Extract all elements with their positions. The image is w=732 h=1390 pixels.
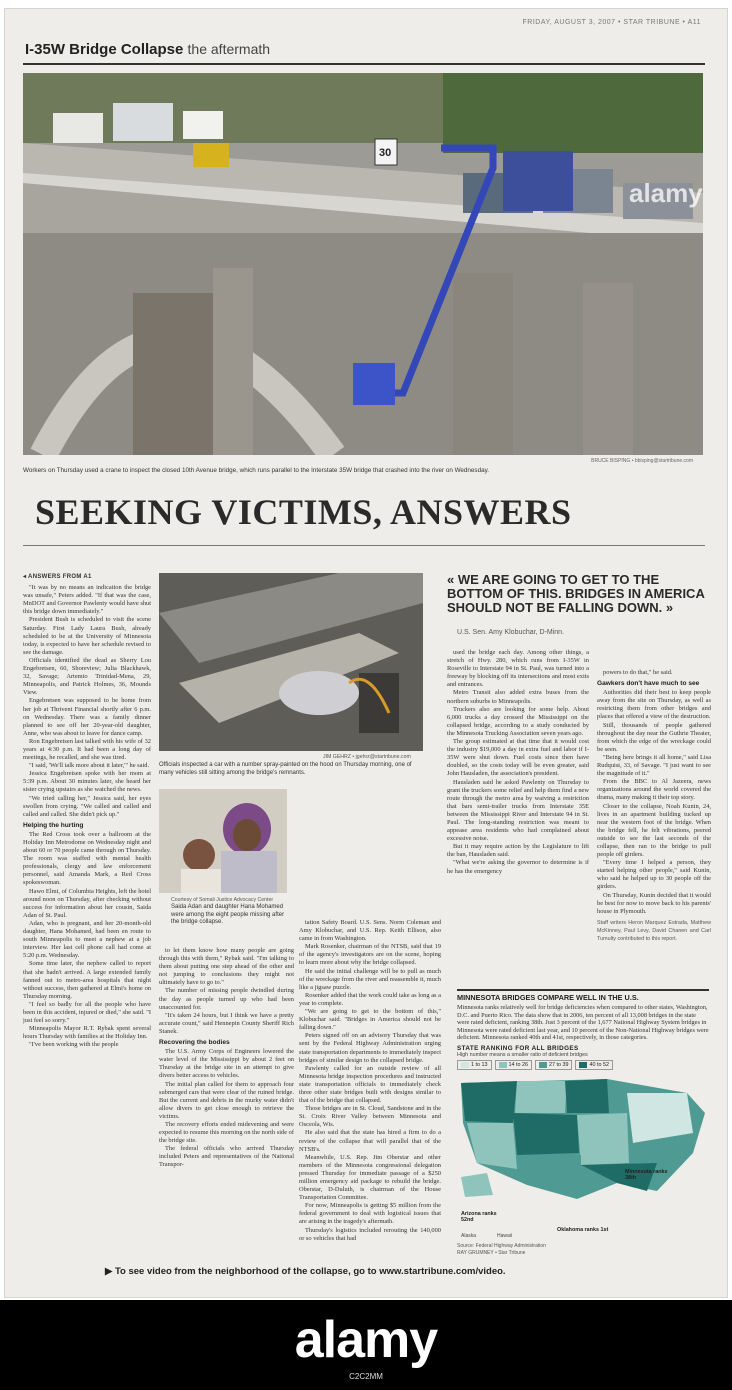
paragraph: "What we're asking the governor to determine is if he has the emergency (447, 859, 589, 875)
legend-item (535, 1060, 572, 1070)
wreckage-caption: Officials inspected a car with a number spray-painted on the hood on Thursday morning, one of many vehicles still sitting among the bridge's remnants. (159, 762, 412, 776)
legend-item (457, 1060, 492, 1070)
map-subnote: High number means a smaller ratio of deficient bridges (457, 1051, 588, 1058)
paragraph: Ron Engebretsen last talked with his wife of 32 years at 4:30 p.m. It had been a long day of meetings, he recalled, and she was tired. (23, 737, 151, 762)
wreckage-photo-art (159, 573, 423, 751)
paragraph: "It's taken 24 hours, but I think we have a pretty accurate count," said Hennepin County Sheriff Rich Stanek. (159, 1011, 294, 1035)
paragraph: The federal officials who arrived Thursday included Peters and representatives of the National Transpor- (159, 1145, 294, 1169)
section-kicker (25, 41, 270, 58)
paragraph: The group estimated at that time that it would cost the industry $19,000 a day in extra fuel and labor if I-35W were shut down. Fuel costs since then have doubled, so the costs today will be even greater, said John Hausladen, the association's president. (447, 738, 589, 778)
paragraph: "Being here brings it all home," said Lisa Rudquist, 33, of Savage. "I just want to see the magnitude of it." (597, 753, 711, 778)
paragraph: "We tried calling her," Jessica said, her eyes swollen from crying. "We called and called and called and called. She didn't pick up." (23, 794, 151, 818)
photo-caption: Workers on Thursday used a crane to inspect the closed 10th Avenue bridge, which runs parallel to the Interstate 35W bridge that crashed into the river on Wednesday. (23, 467, 490, 474)
family-photo-art (159, 789, 287, 893)
paragraph: Truckers also are looking for some help. About 6,000 trucks a day crossed the Mississippi on the collapsed bridge, according to a study conducted by the Minnesota Trucking Association seven years ago. (447, 705, 589, 737)
newspaper-page (4, 8, 728, 1298)
photo-watermark: alamy (629, 178, 703, 208)
legend-label: 1 to 13 (471, 1061, 488, 1068)
family-caption: Saida Adan and daughter Hana Mohamed were among the eight people missing after the bridge collapse. (171, 904, 285, 925)
legend-label: 14 to 26 (508, 1061, 528, 1068)
paragraph: Hausladen said he asked Pawlenty on Thursday to grant the truckers some relief and help them find a new route through the metro area by waiving a restriction that bars semi-trailer trucks from Interstate 35E between the Mississippi River and Interstate 94 in St. Paul. The long-standing restriction was meant to appease area residents who had complained about excessive noise. (447, 778, 589, 843)
az-label: Arizona ranks 52nd (461, 1211, 497, 1223)
column-3 (299, 919, 441, 1273)
map-source: Source: Federal Highway Administration (457, 1243, 546, 1249)
paragraph: He said the initial challenge will be to pull as much of the wreckage from the river and reassemble it, much like a jigsaw puzzle. (299, 967, 441, 991)
map-subtitle: STATE RANKING FOR ALL BRIDGES (457, 1044, 579, 1052)
paragraph: "We are going to get to the bottom of this," Klobuchar said. "Bridges in America should not be falling down." (299, 1008, 441, 1032)
paragraph: But it may require action by the Legislature to lift the ban, Hausladen said. (447, 843, 589, 859)
legend-item (495, 1060, 532, 1070)
legend-swatch (539, 1062, 547, 1068)
paragraph: Hawo Elmi, of Columbia Heights, left the hotel around noon on Thursday, after checking without success for information about her cousin, Saida Adan of St. Paul. (23, 887, 151, 919)
map-text: Minnesota ranks relatively well for bridge deficiencies when compared to other states, Washington, D.C. and Puerto Rico. The data show that in 2006, ten percent of all 13,008 bridges in the state were rated deficient, ranking 38th. Just 3 percent of the 1,677 National Highway System bridges in Minnesota were rated deficient last year, and 10 percent of the Non-National Highway bridges were deficient. Minnesota ranked 40th and 41st, respectively, in those categories. (457, 1004, 709, 1042)
paragraph: President Bush is scheduled to visit the scene Saturday. First Lady Laura Bush, already scheduled to be at the University of Minnesota today, is expected to have her schedule revised to see the damage. (23, 616, 151, 656)
video-promo-text: To see video from the neighborhood of the collapse, go to www.startribune.com/video. (114, 1266, 506, 1277)
hawaii-label: Hawaii (497, 1233, 513, 1239)
paragraph: Some time later, the nephew called to report that she hadn't arrived. A large extended family fanned out to metro-area hospitals that night without success, then gathered at Elmi's home on Thursday morning. (23, 960, 151, 1000)
mn-label: Minnesota ranks 38th (625, 1169, 668, 1181)
paragraph: The number of missing people dwindled during the day as people turned up who had been unaccounted for. (159, 987, 294, 1011)
legend-swatch (579, 1062, 587, 1068)
video-promo (105, 1266, 506, 1277)
map-byline: RAY GRUMNEY • Star Tribune (457, 1250, 526, 1256)
paragraph: used the bridge each day. Among other things, a stretch of Hwy. 280, which runs from I-35W in Roseville to Interstate 94 in St. Paul, was turned into a freeway by blocking off its intersections and most exits and entrances. (447, 649, 589, 689)
legend-item (575, 1060, 612, 1070)
play-icon: ▶ (105, 1266, 115, 1277)
paragraph: On Thursday, Kunin decided that it would be best for now to move back to his parents' house in Plymouth. (597, 891, 711, 915)
stock-logo: alamy (294, 1311, 438, 1369)
staff-credit: Staff writers Heron Marquez Estrada, Matthew McKinney, Paul Levy, David Chanen and Carl Tumulty contributed to this report. (597, 919, 711, 942)
column-5 (597, 669, 711, 979)
paragraph: The recovery efforts ended midevening and were expected to resume this morning on the north side of the bridge site. (159, 1120, 294, 1145)
alaska-label: Alaska (461, 1233, 477, 1239)
speed-sign-text: 30 (379, 147, 392, 159)
paragraph: "I said, 'We'll talk more about it later,'" he said. (29, 762, 150, 770)
paragraph: Rosenker added that the work could take as long as a year to complete. (299, 991, 441, 1007)
legend-label: 27 to 39 (548, 1061, 569, 1068)
paragraph: Adan, who is pregnant, and her 20-month-old daughter, Hana Mohamed, had been en route to south Minneapolis to meet a nephew at a job interview. Her last cell phone call had come at 5:20 p.m. Wednesday. (23, 919, 151, 960)
bridge-photo-art (23, 73, 703, 455)
family-credit: Courtesy of Somali Justice Advocacy Center (171, 897, 274, 903)
family-photo (159, 789, 287, 893)
column-4 (447, 649, 589, 979)
bridge-photo (23, 73, 703, 455)
kicker-subtitle: the aftermath (187, 41, 271, 57)
paragraph: Metro Transit also added extra buses from the northern suburbs to Minneapolis. (447, 689, 589, 705)
subhead: Helping the hurting (23, 821, 84, 829)
bridge-map-box (457, 989, 709, 1271)
top-rule (23, 63, 705, 65)
column-1 (23, 573, 151, 1273)
folio: FRIDAY, AUGUST 3, 2007 • STAR TRIBUNE • A11 (522, 19, 701, 26)
wreckage-credit: JIM GEHRZ • jgehrz@startribune.com (323, 754, 411, 760)
paragraph: Authorities did their best to keep people away from the site on Thursday, as well as restricting them from other bridges and places that offered a view of the destruction. (597, 689, 711, 721)
pull-quote-attribution: U.S. Sen. Amy Klobuchar, D-Minn. (457, 629, 564, 636)
paragraph: For now, Minneapolis is getting $5 million from the federal government to deal with logistical issues that are arising in the tragedy's aftermath. (299, 1202, 441, 1226)
paragraph: powers to do that," he said. (603, 669, 673, 676)
legend-label: 40 to 52 (589, 1061, 609, 1068)
legend-swatch (499, 1062, 507, 1068)
legend-swatch (461, 1062, 469, 1068)
us-map (457, 1073, 709, 1203)
paragraph: From the BBC to Al Jazeera, news organizations around the world covered the drama, many making it their top story. (597, 778, 711, 802)
paragraph: to let them know how many people are going through this with them," Rybak said. "I'm talking to them about putting one step ahead of the other and not jumping to conclusions they might not ultimately have to go to." (159, 947, 294, 987)
map-legend (457, 1060, 709, 1070)
wreckage-photo (159, 573, 423, 751)
paragraph: The Red Cross took over a ballroom at the Holiday Inn Metrodome on Wednesday night and about 60 or 70 people came through on Thursday. The room was staffed with mental health professionals, clergy and law enforcement personnel, said Amanda Mark, a Red Cross spokeswoman. (23, 830, 151, 887)
subhead: Recovering the bodies (159, 1039, 230, 1047)
paragraph: The U.S. Army Corps of Engineers lowered the water level of the Mississippi by about 2 feet on Thursday at the bridge site in an attempt to give divers better access to vehicles. (159, 1048, 294, 1080)
headline: SEEKING VICTIMS, ANSWERS (35, 492, 572, 532)
paragraph: "Every time I helped a person, they started helping other people," said Kunin, who said he helped up to 30 people off the girders. (597, 859, 711, 891)
paragraph: Jessica Engebretsen spoke with her mom at 5:39 p.m. About 30 minutes later, she heard her sister crying upstairs as she watched the news. (23, 770, 151, 794)
paragraph: "It was by no means an indication the bridge was unsafe," Peters added. "If that was the case, MnDOT and Governor Pawlenty would have shut this bridge down immediately." (23, 584, 151, 616)
paragraph: Pawlenty called for an outside review of all Minnesota bridge inspection procedures and instructed state transportation officials to immediately check three other state bridges built with designs similar to that of the bridge that collapsed. (299, 1064, 441, 1105)
photo-credit: BRUCE BISPING • bbisping@startribune.com (591, 458, 693, 464)
column-2 (159, 947, 294, 1273)
pull-quote: « WE ARE GOING TO GET TO THE BOTTOM OF THIS. BRIDGES IN AMERICA SHOULD NOT BE FALLING DOWN. » (447, 572, 705, 615)
paragraph: Minneapolis Mayor R.T. Rybak spent several hours Thursday with families at the Holiday Inn. (23, 1025, 151, 1041)
paragraph: Engebretsen was supposed to be home from her job at Thrivent Financial shortly after 6 p.m. on Wednesday. There was a family dinner planned to see off her 20-year-old daughter, Anne, who was about to leave for dance camp. (23, 697, 151, 737)
kicker-title: I-35W Bridge Collapse (25, 41, 184, 58)
paragraph: Thursday's logistics included rerouting the 140,000 or so vehicles that had (299, 1226, 441, 1242)
paragraph: The initial plan called for them to approach four submerged cars that were clear of the ruined bridge. But the current and debris in the murky water didn't allow divers to get close enough to retrieve the victims. (159, 1080, 294, 1120)
paragraph: Those bridges are in St. Cloud, Sandstone and in the St. Croix River Valley between Minnesota and Osceola, Wis. (299, 1105, 441, 1129)
paragraph: Still, thousands of people gathered throughout the day near the Guthrie Theater, from which the edge of the wreckage could be seen. (597, 721, 711, 753)
stock-id: C2C2MM (349, 1372, 383, 1381)
paragraph: He also said that the state has hired a firm to do a review of the collapse that will parallel that of the NTSB's. (299, 1129, 441, 1153)
jump-line: ◂ ANSWERS FROM A1 (23, 574, 92, 580)
paragraph: Officials identified the dead as Sherry Lou Engebretsen, 60, Shoreview; Julia Blackhawk, 32, Savage; Artemio Trinidad-Mena, 29, Minneapolis, and Patrick Holmes, 36, Mounds View. (23, 656, 151, 697)
headline-rule (23, 545, 705, 546)
map-title: MINNESOTA BRIDGES COMPARE WELL IN THE U.S. (457, 989, 709, 1002)
paragraph: Peters signed off on an advisory Thursday that was sent by the Federal Highway Administration urging state transportation departments to immediately inspect bridges of similar design to the collapsed bridge. (299, 1032, 441, 1064)
ok-label: Oklahoma ranks 1st (557, 1227, 609, 1233)
paragraph: Closer to the collapse, Noah Kunin, 24, lives in an apartment building tucked up near the western foot of the bridge. When the bridge fell, he felt vibrations, peered outside to see the last seconds of the collapse, then ran to the bridge to pull people off girders. (597, 802, 711, 859)
paragraph: Meanwhile, U.S. Rep. Jim Oberstar and other members of the Minnesota congressional delegation pressed Thursday for immediate passage of a $250 million emergency aid package to rebuild the bridge. Oberstar, D-Duluth, is chairman of the House Transportation Committee. (299, 1153, 441, 1202)
paragraph: Mark Rosenker, chairman of the NTSB, said that 19 of the agency's investigators are on the scene, hoping to learn more about why the bridge collapsed. (299, 943, 441, 967)
paragraph: "I feel so badly for all the people who have been in this accident, injured or died," she said. "I just feel so sorry." (23, 1000, 151, 1025)
paragraph: "I've been working with the people (29, 1041, 119, 1049)
subhead: Gawkers don't have much to see (597, 680, 700, 688)
paragraph: tation Safety Board. U.S. Sens. Norm Coleman and Amy Klobuchar, and U.S. Rep. Keith Ellison, also came in from Washington. (299, 919, 441, 943)
